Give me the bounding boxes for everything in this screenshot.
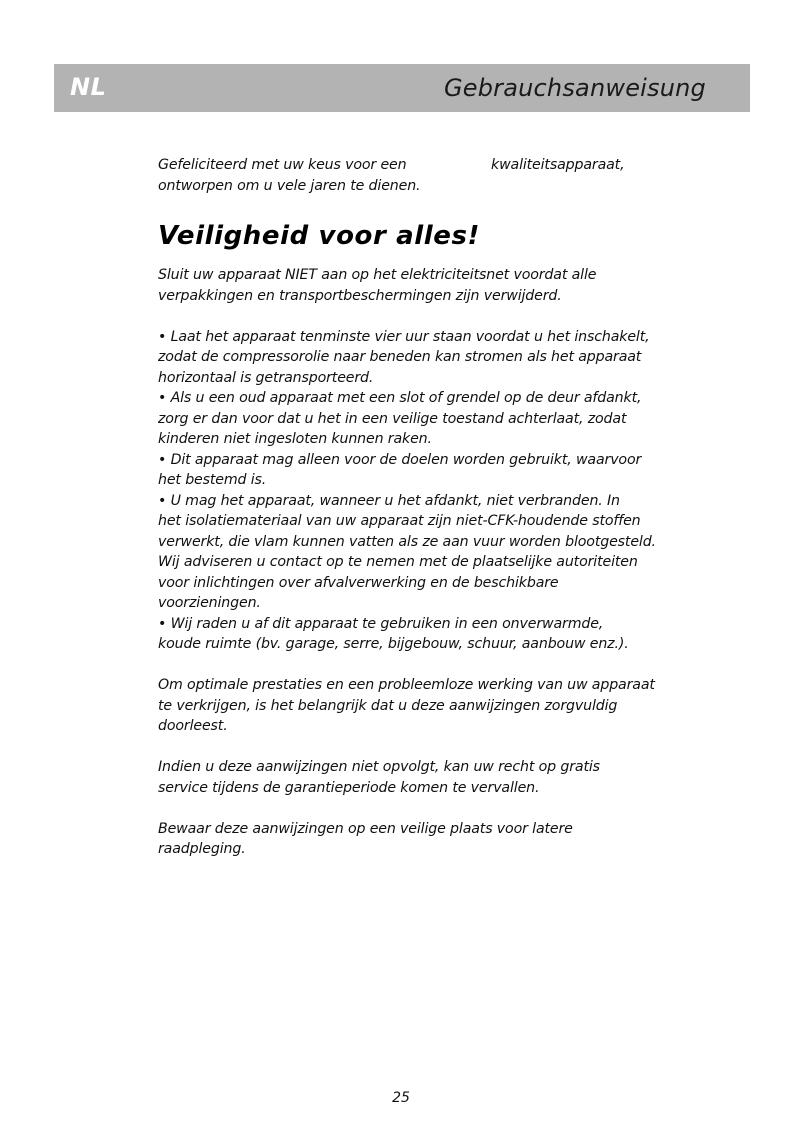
intro-paragraph <box>158 155 658 196</box>
page-number: 25 <box>392 1090 410 1106</box>
text-line: Om optimale prestaties en een probleemloze werking van uw apparaat <box>158 677 655 693</box>
text-line: Bewaar deze aanwijzingen op een veilige plaats voor latere <box>158 820 573 837</box>
bullet-line: zodat de compressorolie naar beneden kan stromen als het apparaat <box>158 349 642 365</box>
language-code: NL <box>70 73 107 101</box>
bullet-line: voor inlichtingen over afvalverwerking en de beschikbare <box>158 574 559 591</box>
intro-line-2: ontworpen om u vele jaren te dienen. <box>158 177 421 194</box>
bullet-line: • Dit apparaat mag alleen voor de doelen worden gebruikt, waarvoor <box>158 451 642 468</box>
safety-bullet-list <box>158 327 658 655</box>
text-line: Indien u deze aanwijzingen niet opvolgt, kan uw recht op gratis <box>158 759 600 775</box>
bullet-line: kinderen niet ingesloten kunnen raken. <box>158 431 432 447</box>
bullet-line: • Laat het apparaat tenminste vier uur staan voordat u het inschakelt, <box>158 328 650 345</box>
text-line: te verkrijgen, is het belangrijk dat u deze aanwijzingen zorgvuldig <box>158 697 618 714</box>
header-bar <box>54 64 750 112</box>
text-line: Sluit uw apparaat NIET aan op het elektriciteitsnet voordat alle <box>158 267 597 283</box>
bullet-line: Wij adviseren u contact op te nemen met de plaatselijke autoriteiten <box>158 554 638 570</box>
bullet-line: voorzieningen. <box>158 595 261 611</box>
text-line: doorleest. <box>158 718 228 734</box>
warning-paragraph <box>158 265 658 306</box>
document-title: Gebrauchsanweisung <box>443 74 706 102</box>
bullet-line: • Wij raden u af dit apparaat te gebruiken in een onverwarmde, <box>158 615 604 632</box>
bullet-line: zorg er dan voor dat u het in een veilige toestand achterlaat, zodat <box>158 410 627 427</box>
text-line: raadpleging. <box>158 841 246 857</box>
intro-line-left: Gefeliciteerd met uw keus voor een <box>158 157 407 173</box>
intro-line-right: kwaliteitsapparaat, <box>491 157 625 173</box>
bullet-line: het bestemd is. <box>158 472 267 488</box>
warranty-paragraph <box>158 757 658 798</box>
text-line: verpakkingen en transportbeschermingen zijn verwijderd. <box>158 287 562 304</box>
bullet-line: • U mag het apparaat, wanneer u het afdankt, niet verbranden. In <box>158 492 620 509</box>
bullet-line: horizontaal is getransporteerd. <box>158 369 374 386</box>
bullet-line: het isolatiemateriaal van uw apparaat zijn niet-CFK-houdende stoffen <box>158 513 641 529</box>
page-content <box>158 155 658 860</box>
performance-paragraph <box>158 675 658 737</box>
text-line: service tijdens de garantieperiode komen te vervallen. <box>158 779 540 796</box>
section-heading: Veiligheid voor alles! <box>158 221 481 251</box>
bullet-line: • Als u een oud apparaat met een slot of grendel op de deur afdankt, <box>158 390 642 406</box>
bullet-line: koude ruimte (bv. garage, serre, bijgebouw, schuur, aanbouw enz.). <box>158 636 629 652</box>
keep-instructions-paragraph <box>158 819 658 860</box>
bullet-line: verwerkt, die vlam kunnen vatten als ze aan vuur worden blootgesteld. <box>158 533 656 550</box>
